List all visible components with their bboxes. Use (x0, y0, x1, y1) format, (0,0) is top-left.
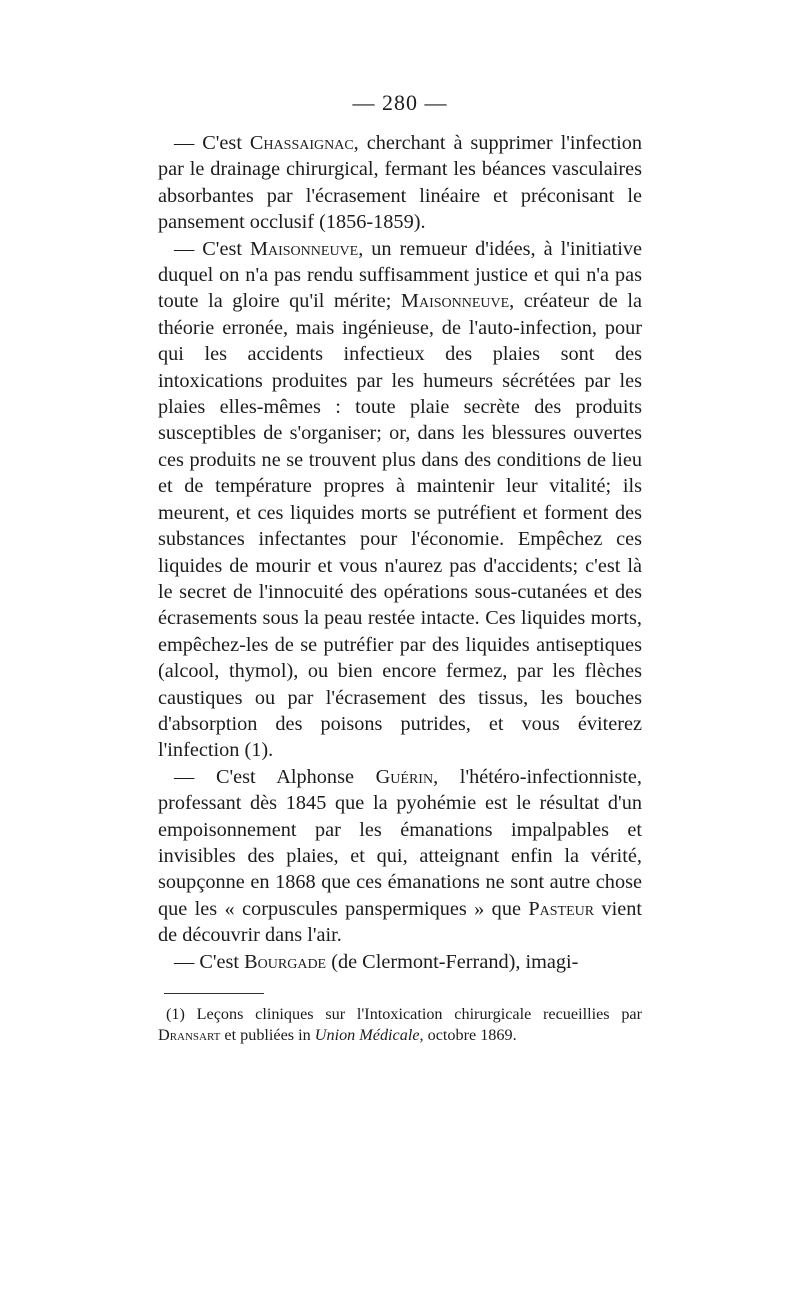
footnote-tail: , octobre 1869. (419, 1026, 517, 1044)
paragraph-guerin (158, 764, 642, 949)
footnote-lead: (1) Leçons cliniques sur l'Intoxication chirurgicale recueillies par (166, 1005, 642, 1023)
paragraph-text: , créateur de la théorie erronée, mais ingénieuse, de l'auto-infection, pour qui les accidents infectieux des plaies sont des intoxications produites par les humeurs sécrétées par les plaies elles-mêmes : toute plaie secrète des produits susceptibles de s'organiser; or, dans les blessures ouvertes ces produits ne se trouvent plus dans des conditions de lieu et de température propres à maintenir leur vitalité; ils meurent, et ces liquides morts se putréfient et forment des substances infectantes pour l'économie. Empêchez ces liquides de mourir et vous n'aurez pas d'accidents; c'est là le secret de l'innocuité des opérations sous-cutanées et des écrasements sous la peau restée intacte. Ces liquides morts, empêchez-les de se putréfier par des liquides antiseptiques (alcool, thymol), ou bien encore fermez, par les flèches caustiques ou par l'écrasement des tissus, les bouches d'absorption des poisons putrides, et vous éviterez l'infection (1). (158, 290, 642, 762)
paragraph-lead: — C'est (174, 237, 250, 260)
paragraph-chassaignac (158, 130, 642, 236)
footnote (158, 1004, 642, 1046)
paragraph-lead: — C'est (174, 132, 250, 154)
footnote-journal: Union Médicale (314, 1026, 420, 1044)
paragraph-text: , cherchant à supprimer l'infection par le drainage chirurgical, fermant les béances vasculaires absorbantes par l'écrasement linéaire et préconisant le pansement occlusif (1856-1859). (158, 132, 642, 234)
paragraph-lead: — C'est Alphonse (174, 765, 376, 788)
paragraph-bourgade (158, 949, 642, 975)
paragraph-text: vient de découvrir dans l'air. (158, 897, 642, 947)
footnote-author: Dransart (158, 1026, 221, 1044)
author-name: Bourgade (244, 950, 327, 973)
paragraph-text: (de Clermont-Ferrand), imagi- (326, 950, 579, 973)
author-name: Maisonneuve (249, 237, 359, 260)
author-name: Maisonneuve (400, 290, 510, 313)
page-number: — 280 — (352, 90, 448, 115)
footnote-divider (164, 993, 264, 994)
author-name: Chassaignac (249, 132, 354, 154)
footnote-mid: et publiées in (220, 1026, 315, 1044)
author-name: Guérin (375, 765, 434, 788)
author-name: Pasteur (528, 897, 595, 920)
paragraph-lead: — C'est (174, 950, 245, 973)
paragraph-maisonneuve (158, 236, 642, 764)
book-page (158, 88, 642, 1046)
paragraph-text: , un remueur d'idées, à l'initiative duquel on n'a pas rendu suffisamment justice et qui n'a pas toute la gloire qu'il mérite; (158, 237, 642, 313)
paragraph-text: , l'hétéro-infectionniste, professant dès 1845 que la pyohémie est le résultat d'un empoisonnement par les émanations impalpables et invisibles des plaies, et qui, atteignant enfin la vérité, soupçonne en 1868 que ces émanations ne sont autre chose que les « corpuscules panspermiques » que (158, 765, 642, 920)
